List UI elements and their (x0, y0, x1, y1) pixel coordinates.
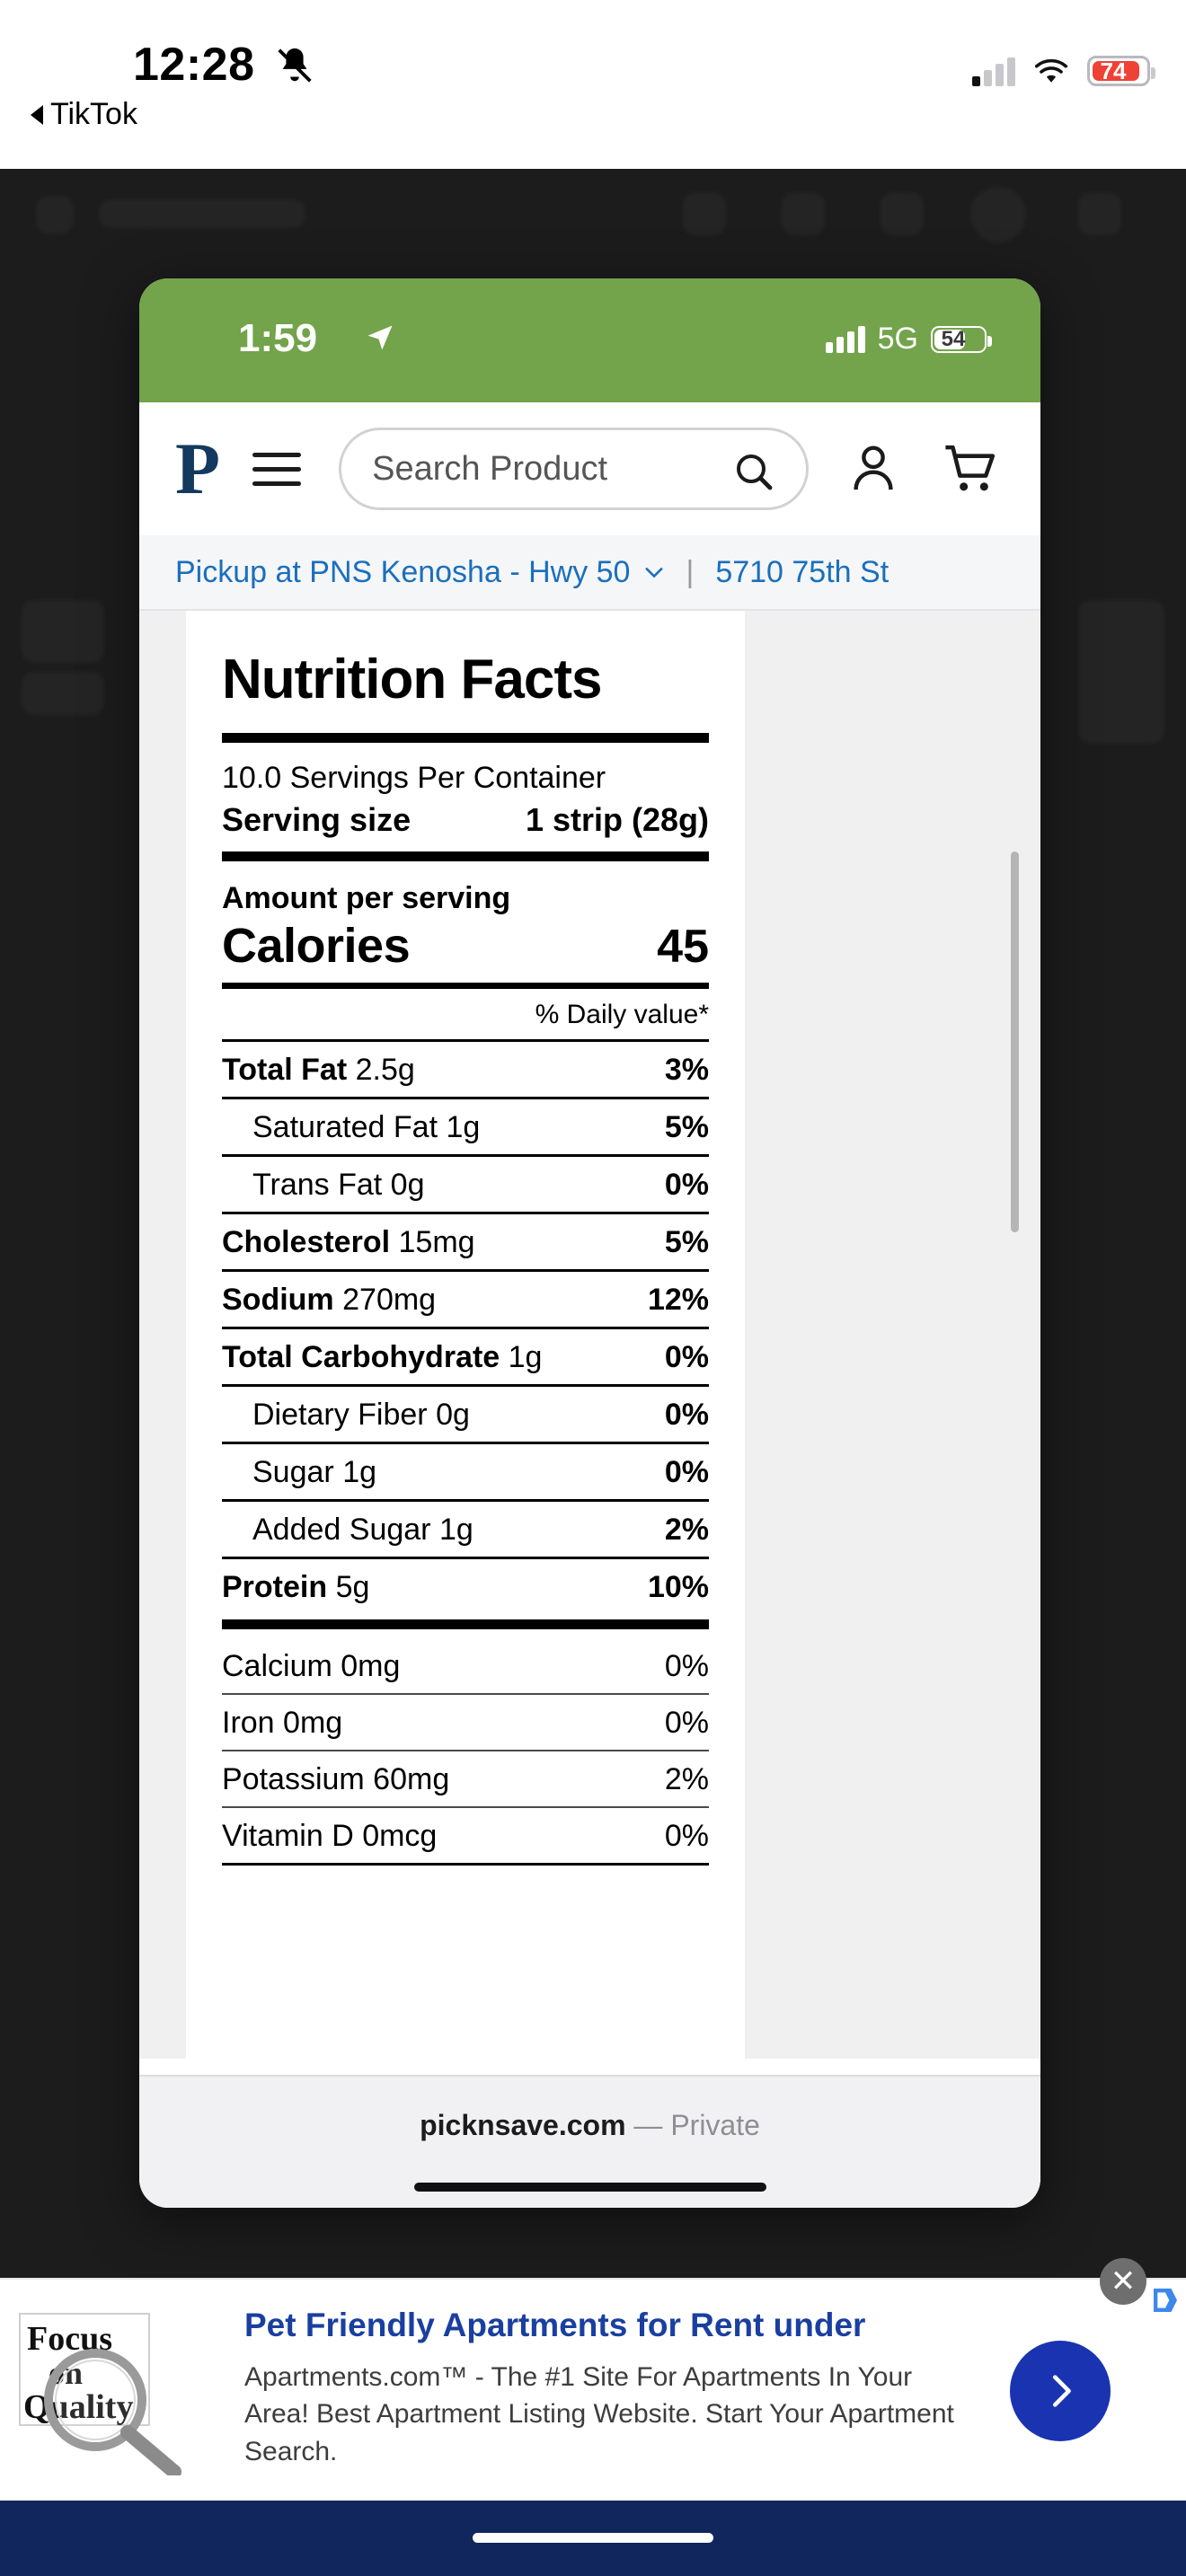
battery-icon (1087, 56, 1150, 86)
calories-label: Calories (222, 919, 411, 973)
network-type-label: 5G (877, 322, 918, 356)
search-icon[interactable] (732, 450, 775, 493)
back-triangle-icon (31, 105, 43, 125)
status-time: 12:28 (133, 39, 255, 91)
table-row (222, 1329, 709, 1384)
nutrient-dv: 0% (664, 1168, 709, 1202)
focus-on-quality-logo-icon (16, 2307, 196, 2475)
nutrient-dv: 0% (664, 1340, 709, 1374)
app-bottom-bar (0, 2501, 1186, 2576)
ad-banner[interactable] (0, 2264, 1186, 2501)
account-person-icon[interactable] (848, 442, 898, 496)
shopping-cart-icon[interactable] (943, 443, 999, 495)
nutrient-amount: 1g (446, 1110, 481, 1144)
serving-size-row (222, 799, 709, 851)
nutrition-facts-title: Nutrition Facts (222, 648, 602, 710)
nutrient-amount: 1g (508, 1340, 543, 1374)
nutrient-dv: 5% (664, 1225, 709, 1259)
nutrient-amount: 0g (390, 1168, 425, 1202)
table-row (222, 1444, 709, 1499)
nutrient-name: Sodium (222, 1283, 334, 1317)
table-row (222, 1502, 709, 1557)
table-row (222, 1808, 709, 1863)
browser-status-time: 1:59 (238, 316, 318, 360)
nutrient-name: Saturated Fat (252, 1110, 438, 1144)
nutrient-amount: 5g (335, 1570, 370, 1604)
nutrient-amount: 15mg (398, 1225, 475, 1259)
table-row (222, 1272, 709, 1327)
nutrient-amount: 1g (438, 1513, 474, 1547)
adchoices-icon[interactable] (1154, 2289, 1177, 2312)
nutrient-dv: 0% (664, 1398, 709, 1432)
nutrient-dv: 10% (647, 1570, 709, 1604)
hamburger-menu-icon[interactable] (252, 453, 301, 486)
serving-size-label: Serving size (222, 801, 412, 838)
ios-status-bar (0, 0, 1186, 169)
store-pickup-bar (139, 535, 1040, 611)
table-row (222, 1042, 709, 1097)
ad-close-button[interactable]: ✕ (1100, 2258, 1146, 2305)
nutrient-amount: 1g (342, 1455, 377, 1489)
battery-percent: 74 (1100, 57, 1127, 84)
nutrient-dv: 3% (664, 1053, 709, 1087)
table-row (222, 1638, 709, 1693)
nutrient-amount: 2.5g (355, 1053, 415, 1087)
chevron-right-icon (1040, 2370, 1081, 2412)
browser-private-label: — Private (633, 2109, 760, 2141)
home-indicator[interactable] (473, 2533, 713, 2543)
calories-row (222, 918, 709, 983)
amount-per-serving-label: Amount per serving (222, 881, 511, 915)
nutrient-name: Iron 0mg (222, 1706, 343, 1740)
wifi-icon (1031, 56, 1071, 86)
home-indicator (414, 2183, 766, 2192)
nutrition-facts-panel (186, 611, 745, 2059)
nutrient-name: Potassium 60mg (222, 1762, 450, 1796)
nutrient-name: Total Carbohydrate (222, 1340, 500, 1374)
ad-description: Apartments.com™ - The #1 Site For Apartments In Your Area! Best Apartment Listing Website. Start Your Apartment Search. (244, 2362, 954, 2466)
nutrient-name: Total Fat (222, 1053, 348, 1087)
nutrient-name: Vitamin D 0mcg (222, 1819, 438, 1853)
bell-slash-icon (274, 45, 315, 86)
serving-size-value: 1 strip (28g) (525, 801, 709, 838)
divider-thick-3 (222, 1619, 709, 1629)
table-row (222, 1214, 709, 1269)
nutrient-name: Calcium 0mg (222, 1649, 401, 1683)
nutrient-dv: 0% (664, 1649, 709, 1683)
back-to-app-button[interactable] (31, 97, 137, 132)
nutrient-name: Trans Fat (252, 1168, 383, 1202)
nutrient-dv: 0% (664, 1706, 709, 1740)
ad-cta-button[interactable] (1010, 2341, 1111, 2441)
location-arrow-icon (364, 322, 396, 354)
nutrient-dv: 0% (664, 1455, 709, 1489)
in-app-browser-sheet (139, 278, 1040, 2208)
browser-domain: picknsave.com (420, 2109, 626, 2141)
search-input[interactable] (339, 428, 809, 510)
pickup-store-selector[interactable]: Pickup at PNS Kenosha - Hwy 50 (175, 554, 631, 589)
back-app-label: TikTok (50, 97, 137, 131)
cellular-signal-icon (972, 56, 1015, 86)
chevron-down-icon[interactable] (644, 567, 664, 578)
nutrient-dv: 0% (664, 1819, 709, 1853)
nutrient-amount: 0g (436, 1398, 470, 1432)
table-row (222, 1695, 709, 1750)
nutrient-name: Cholesterol (222, 1225, 391, 1259)
svg-text:on: on (49, 2355, 84, 2391)
battery-percent: 54 (941, 326, 966, 351)
table-row (222, 1387, 709, 1442)
table-row (222, 1559, 709, 1614)
divider-thick (222, 733, 709, 743)
nutrient-dv: 12% (647, 1283, 709, 1317)
browser-footer (139, 2075, 1040, 2208)
browser-status-right (826, 322, 987, 357)
nutrient-name: Dietary Fiber (252, 1398, 428, 1432)
page-scrollbar[interactable] (1011, 851, 1019, 1232)
site-header (139, 402, 1040, 535)
picknsave-p-logo[interactable]: P (175, 428, 219, 509)
browser-status-bar (139, 278, 1040, 402)
nutrient-amount: 270mg (342, 1283, 437, 1317)
nutrient-name: Sugar (252, 1455, 334, 1489)
daily-value-header: % Daily value* (535, 1000, 709, 1029)
svg-text:Quality: Quality (23, 2388, 134, 2426)
svg-text:Focus: Focus (27, 2320, 112, 2358)
browser-url-label[interactable] (139, 2109, 1040, 2142)
nutrient-dv: 2% (664, 1762, 709, 1796)
nutrient-dv: 5% (664, 1110, 709, 1144)
table-row (222, 1157, 709, 1212)
ad-title[interactable]: Pet Friendly Apartments for Rent under (244, 2307, 866, 2343)
table-row (222, 1099, 709, 1154)
nutrient-dv: 2% (664, 1513, 709, 1547)
table-row (222, 1751, 709, 1806)
cellular-signal-icon (826, 326, 865, 353)
nutrient-name: Added Sugar (252, 1513, 431, 1547)
status-right-cluster (972, 56, 1150, 86)
battery-icon (931, 326, 987, 353)
product-page-body (139, 611, 1040, 2059)
divider-thick-2 (222, 851, 709, 861)
calories-value: 45 (657, 921, 709, 973)
servings-per-container: 10.0 Servings Per Container (222, 761, 606, 795)
divider-medium (222, 983, 709, 989)
store-bar-separator: | (686, 554, 695, 589)
store-address-link[interactable]: 5710 75th St (715, 554, 890, 589)
search-placeholder: Search Product (372, 449, 608, 488)
nutrient-name: Protein (222, 1570, 328, 1604)
